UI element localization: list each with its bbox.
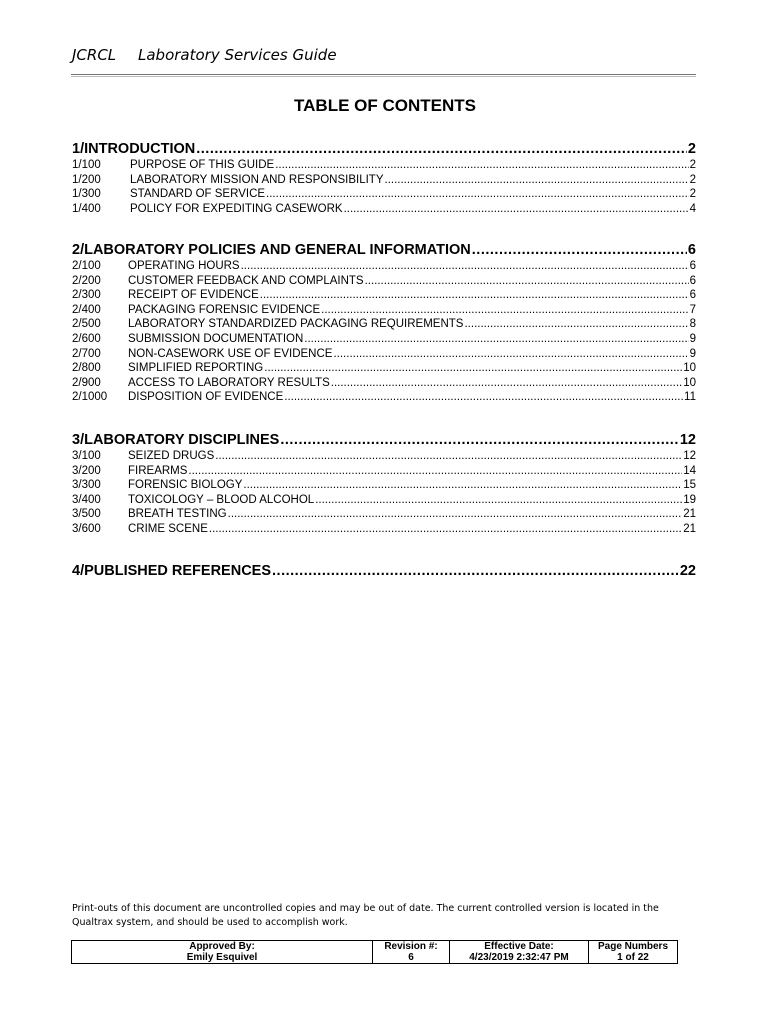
entry-number: 3/300 (72, 479, 101, 492)
toc-entry[interactable] (72, 390, 696, 405)
entry-number: 2/1000 (72, 391, 108, 404)
entry-title: CRIME SCENE (128, 522, 208, 535)
entry-title: POLICY FOR EXPEDITING CASEWORK (130, 202, 343, 215)
toc-entry[interactable] (72, 317, 696, 332)
entry-title: SEIZED DRUGS (128, 450, 215, 462)
page-header (72, 46, 337, 64)
entry-number: 2/600 (72, 332, 101, 345)
revision-value: 6 (373, 952, 450, 964)
entry-title: PACKAGING FORENSIC EVIDENCE (128, 303, 321, 316)
document-control-table (71, 940, 678, 964)
header-title: Laboratory Services Guide (138, 46, 337, 64)
section-page: 2 (687, 141, 696, 157)
entry-page: 6 (689, 260, 696, 272)
toc-entry[interactable] (72, 376, 696, 391)
entry-number: 3/100 (72, 450, 101, 462)
toc-entry[interactable] (72, 274, 696, 289)
entry-number: 2/400 (72, 303, 101, 316)
toc-entry[interactable] (72, 507, 696, 522)
entry-title: SUBMISSION DOCUMENTATION (128, 332, 304, 345)
entry-number: 3/200 (72, 464, 101, 477)
entry-title: CUSTOMER FEEDBACK AND COMPLAINTS (128, 274, 364, 287)
entry-title: RECEIPT OF EVIDENCE (128, 289, 259, 302)
entry-page: 21 (683, 522, 696, 535)
toc-entry[interactable] (72, 464, 696, 479)
section-title: 3/LABORATORY DISCIPLINES (72, 432, 280, 448)
entry-number: 1/400 (72, 202, 101, 215)
toc-entry[interactable] (72, 449, 696, 464)
entry-number: 3/400 (72, 493, 101, 506)
entry-number: 2/800 (72, 362, 101, 375)
entry-number: 2/900 (72, 376, 101, 389)
toc-entry[interactable] (72, 158, 696, 173)
section-page: 12 (679, 432, 696, 448)
toc-entry[interactable] (72, 478, 696, 493)
entry-number: 2/100 (72, 260, 101, 272)
entry-page: 8 (689, 318, 696, 331)
entry-title: FORENSIC BIOLOGY (128, 479, 243, 492)
page-numbers-value: 1 of 22 (589, 952, 678, 964)
section-page: 6 (687, 242, 696, 258)
entry-page: 12 (683, 450, 696, 462)
toc-section-heading[interactable] (72, 562, 696, 580)
entry-title: DISPOSITION OF EVIDENCE (128, 391, 284, 404)
effective-date-value: 4/23/2019 2:32:47 PM (450, 952, 589, 964)
effective-date-label: Effective Date: (450, 941, 589, 953)
entry-title: FIREARMS (128, 464, 188, 477)
entry-page: 9 (689, 332, 696, 345)
toc-entry[interactable] (72, 332, 696, 347)
approved-by-label: Approved By: (72, 941, 373, 953)
entry-number: 1/100 (72, 159, 101, 171)
header-org: JCRCL (72, 46, 117, 64)
toc-entry[interactable] (72, 173, 696, 188)
entry-title: BREATH TESTING (128, 508, 227, 521)
toc-entry[interactable] (72, 361, 696, 376)
entry-number: 2/700 (72, 347, 101, 360)
section-page: 22 (679, 563, 696, 579)
entry-title: OPERATING HOURS (128, 260, 240, 272)
revision-label: Revision #: (373, 941, 450, 953)
entry-number: 1/200 (72, 173, 101, 186)
toc-entry[interactable] (72, 493, 696, 508)
entry-page: 14 (683, 464, 696, 477)
entry-page: 6 (689, 289, 696, 302)
entry-title: LABORATORY MISSION AND RESPONSIBILITY (130, 173, 384, 186)
toc-section-heading[interactable] (72, 431, 696, 449)
page-numbers-label: Page Numbers (589, 941, 678, 953)
toc-section-heading[interactable] (72, 241, 696, 259)
entry-title: NON-CASEWORK USE OF EVIDENCE (128, 347, 333, 360)
toc-entry[interactable] (72, 347, 696, 362)
entry-number: 2/200 (72, 274, 101, 287)
entry-title: PURPOSE OF THIS GUIDE (130, 159, 275, 171)
toc-section-heading[interactable] (72, 140, 696, 158)
section-title: 2/LABORATORY POLICIES AND GENERAL INFORMATION (72, 242, 471, 258)
entry-number: 3/600 (72, 522, 101, 535)
entry-title: TOXICOLOGY – BLOOD ALCOHOL (128, 493, 315, 506)
entry-page: 21 (683, 508, 696, 521)
entry-page: 19 (683, 493, 696, 506)
uncontrolled-copy-note: Print-outs of this document are uncontrolled copies and may be out of date. The current controlled version is located in the Qualtrax system, and should be used to accomplish work. (72, 903, 659, 928)
entry-page: 2 (689, 173, 696, 186)
entry-page: 2 (689, 188, 696, 201)
section-title: 1/INTRODUCTION (72, 141, 196, 157)
entry-number: 2/500 (72, 318, 101, 331)
toc-entry[interactable] (72, 288, 696, 303)
toc-entry[interactable] (72, 187, 696, 202)
section-title: 4/PUBLISHED REFERENCES (72, 563, 272, 579)
toc-entry[interactable] (72, 303, 696, 318)
entry-title: LABORATORY STANDARDIZED PACKAGING REQUIREMENTS (128, 318, 464, 331)
entry-number: 1/300 (72, 188, 101, 201)
toc-entry[interactable] (72, 259, 696, 274)
toc-section-2 (72, 241, 696, 405)
toc-section-1 (72, 140, 696, 216)
entry-page: 10 (683, 362, 696, 375)
entry-number: 3/500 (72, 508, 101, 521)
entry-page: 11 (684, 391, 696, 404)
entry-page: 2 (689, 159, 696, 171)
entry-page: 9 (689, 347, 696, 360)
entry-page: 7 (689, 303, 696, 316)
approved-by-value: Emily Esquivel (72, 952, 373, 964)
toc-title: TABLE OF CONTENTS (294, 96, 476, 115)
entry-title: ACCESS TO LABORATORY RESULTS (128, 376, 330, 389)
header-divider (71, 74, 696, 77)
toc-section-3 (72, 431, 696, 537)
entry-title: SIMPLIFIED REPORTING (128, 362, 264, 375)
toc-section-4 (72, 562, 696, 580)
entry-page: 6 (689, 274, 696, 287)
entry-page: 4 (689, 202, 696, 215)
entry-page: 10 (683, 376, 696, 389)
entry-page: 15 (683, 479, 696, 492)
entry-title: STANDARD OF SERVICE (130, 188, 266, 201)
toc-entry[interactable] (72, 522, 696, 537)
entry-number: 2/300 (72, 289, 101, 302)
toc-entry[interactable] (72, 202, 696, 217)
